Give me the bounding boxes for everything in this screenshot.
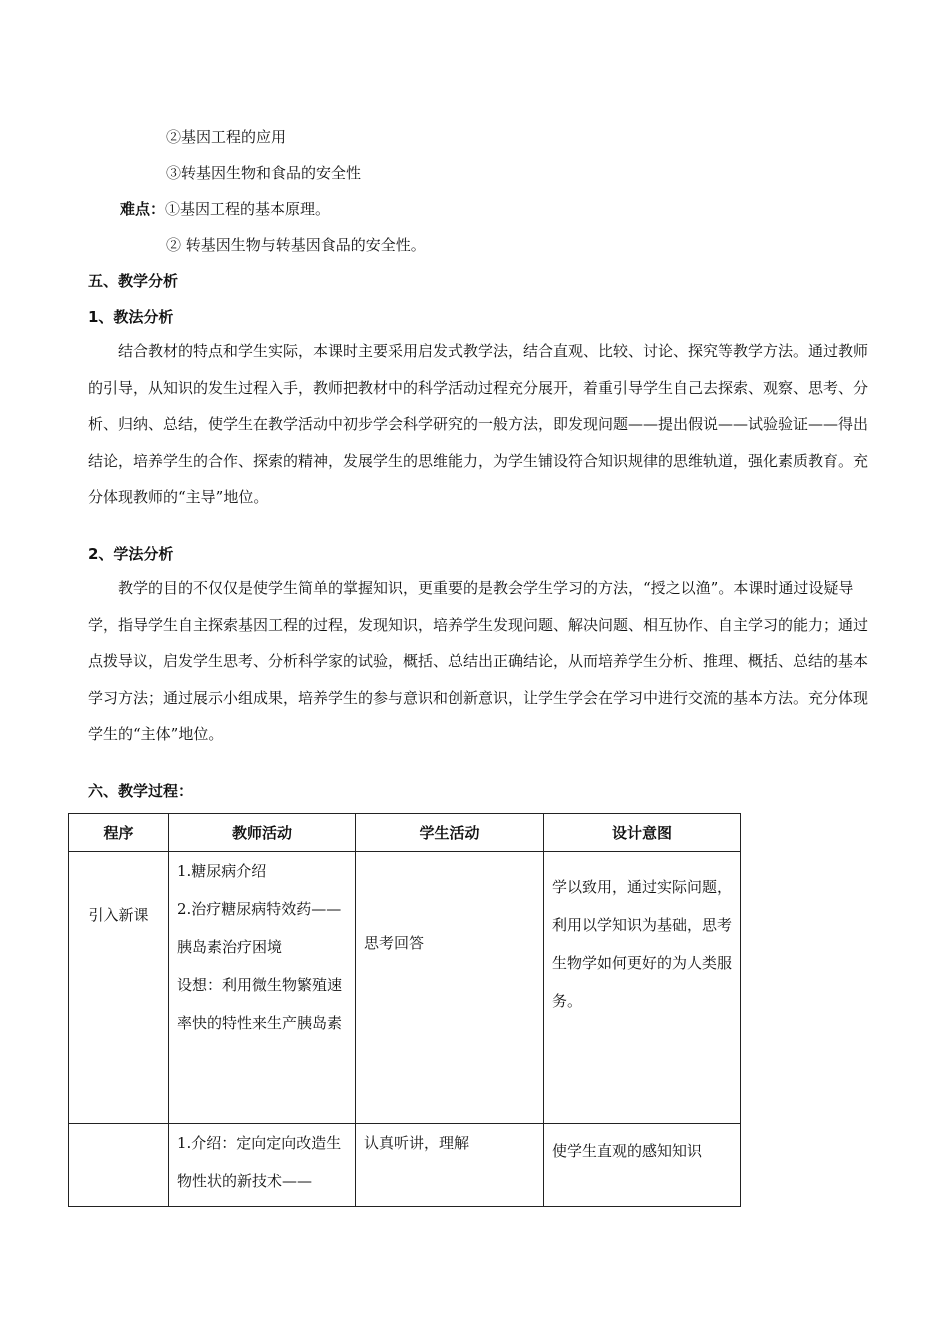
section6-heading: 六、教学过程： [88,782,194,800]
procedure-text [69,1124,168,1136]
item-safety: ③转基因生物和食品的安全性 [166,164,362,182]
teacher-item: 1.介绍：定向定向改造生物性状的新技术—— [177,1134,342,1190]
learning-method-text: 教学的目的不仅仅是使学生简单的掌握知识，更重要的是教会学生学习的方法，“授之以渔”。本课时通过设疑导学，指导学生自主探索基因工程的过程，发现知识，培养学生发现问题、解决问题、相互协作、自主学习的能力；通过点拨导议，启发学生思考、分析科学家的试验，概括、总结出正确结论，从而培养学生分析、推理、概括、总结的基本学习方法；通过展示小组成果，培养学生的参与意识和创新意识，让学生学会在学习中进行交流的基本方法。充分体现学生的“主体”地位。 [88,579,869,743]
teaching-method-paragraph [88,333,878,516]
header-student: 学生活动 [356,814,544,852]
table-row [69,1124,741,1207]
teaching-process-table [68,813,741,1207]
table-header-row [69,814,741,852]
teaching-method-text: 结合教材的特点和学生实际，本课时主要采用启发式教学法，结合直观、比较、讨论、探究等教学方法。通过教师的引导，从知识的发生过程入手，教师把教材中的科学活动过程充分展开，着重引导学生自己去探索、观察、思考、分析、归纳、总结，使学生在教学活动中初步学会科学研究的一般方法，即发现问题——提出假说——试验验证——得出结论，培养学生的合作、探索的精神，发展学生的思维能力，为学生铺设符合知识规律的思维轨道，强化素质教育。充分体现教师的“主导”地位。 [88,342,869,506]
teacher-cell [169,1124,356,1207]
learning-method-paragraph [88,570,878,753]
difficulty-line [120,198,330,219]
difficulty-first: ①基因工程的基本原理。 [165,200,331,218]
procedure-cell [69,852,169,1124]
student-cell [356,1124,544,1207]
teacher-item: 2.治疗糖尿病特效药——胰岛素治疗困境 [177,900,342,956]
teacher-item: 设想：利用微生物繁殖速率快的特性来生产胰岛素 [177,976,343,1032]
section5-heading: 五、教学分析 [88,272,179,290]
table-row [69,852,741,1124]
header-design: 设计意图 [544,814,741,852]
difficulty-label: 难点： [120,200,166,218]
header-teacher: 教师活动 [169,814,356,852]
student-text: 认真听讲，理解 [364,1134,470,1152]
design-text: 学以致用，通过实际问题，利用以学知识为基础，思考生物学如何更好的为人类服务。 [552,878,733,1010]
teaching-method-heading: 1、教法分析 [88,308,174,326]
learning-method-heading: 2、学法分析 [88,545,174,563]
student-text: 思考回答 [364,934,425,952]
procedure-cell [69,1124,169,1207]
item-application: ②基因工程的应用 [166,128,287,146]
teacher-cell [169,852,356,1124]
procedure-text: 引入新课 [88,906,149,924]
difficulty-second: ② 转基因生物与转基因食品的安全性。 [166,236,426,254]
header-procedure: 程序 [69,814,169,852]
student-cell [356,852,544,1124]
design-text: 使学生直观的感知知识 [552,1142,703,1160]
design-cell [544,852,741,1124]
design-cell [544,1124,741,1207]
teacher-item: 1.糖尿病介绍 [177,862,267,880]
